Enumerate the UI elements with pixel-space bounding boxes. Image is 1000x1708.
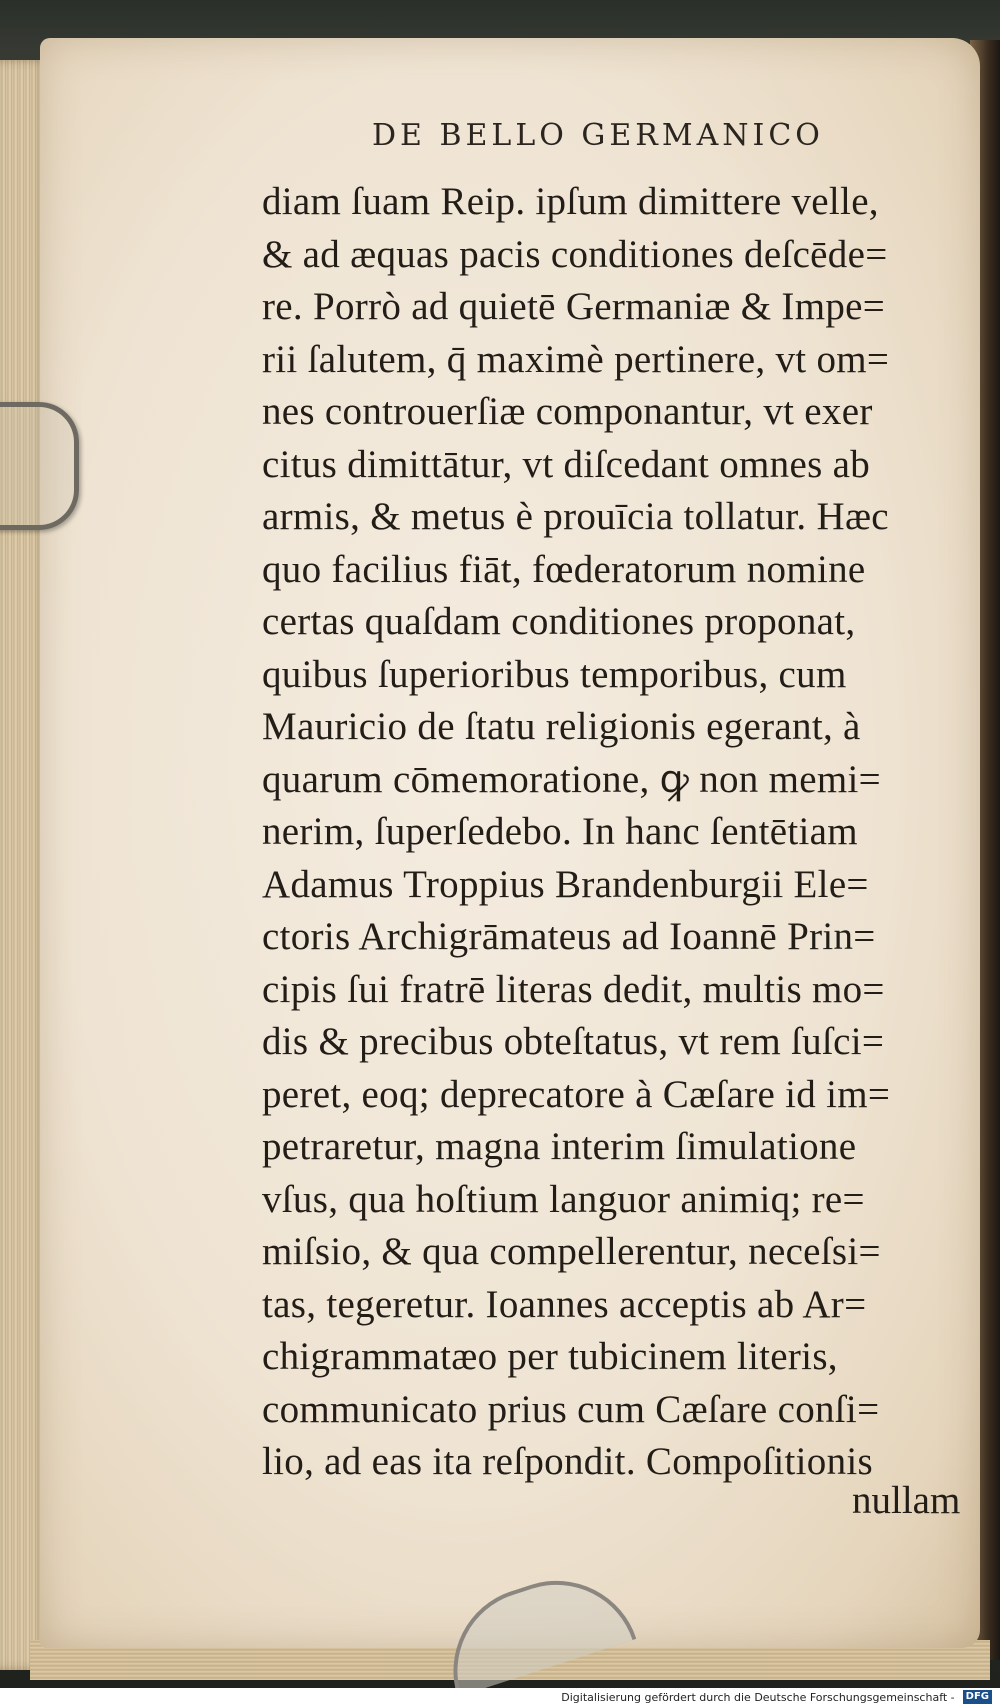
text-line: diam ſuam Reip. ipſum dimittere velle, bbox=[262, 180, 879, 223]
text-line: tas, tegeretur. Ioannes acceptis ab Ar= bbox=[262, 1282, 867, 1326]
text-line: Mauricio de ſtatu religionis egerant, à bbox=[262, 705, 861, 748]
text-line: rii ſalutem, q̄ maximè pertinere, vt om= bbox=[262, 337, 890, 381]
text-line: nes controuerſiæ componantur, vt exer bbox=[262, 390, 873, 433]
text-line: quarum cōmemoratione, ꝙ non memi= bbox=[262, 757, 881, 801]
text-line: armis, & metus è prouīcia tollatur. Hæc bbox=[262, 495, 889, 538]
text-line: quo facilius fiāt, fœderatorum nomine bbox=[262, 547, 866, 591]
text-line: communicato prius cum Cæſare conſi= bbox=[262, 1387, 880, 1431]
page-clip-left bbox=[0, 402, 79, 530]
text-line: nerim, ſuperſedebo. In hanc ſentētiam bbox=[262, 810, 858, 853]
text-line: citus dimittātur, vt diſcedant omnes ab bbox=[262, 442, 871, 486]
text-line: ctoris Archigrāmateus ad Ioannē Prin= bbox=[262, 915, 876, 958]
text-line: & ad æquas pacis conditiones deſcēde= bbox=[262, 232, 888, 276]
funding-notice: Digitalisierung gefördert durch die Deutsche Forschungsgemeinschaft - bbox=[561, 1691, 955, 1704]
text-line: miſsio, & qua compellerentur, neceſsi= bbox=[262, 1230, 881, 1273]
text-line: dis & precibus obteſtatus, vt rem ſuſci= bbox=[262, 1020, 885, 1063]
text-line: quibus ſuperioribus temporibus, cum bbox=[262, 652, 847, 696]
text-line: petraretur, magna interim ſimulatione bbox=[262, 1125, 857, 1168]
footer-bar bbox=[0, 1688, 1000, 1708]
text-line: peret, eoq; deprecatore à Cæſare id im= bbox=[262, 1072, 891, 1116]
dfg-logo-icon: DFG bbox=[963, 1690, 992, 1704]
text-line: lio, ad eas ita reſpondit. Compoſitionis bbox=[262, 1440, 874, 1483]
catchword: nullam bbox=[852, 1479, 961, 1522]
text-line: Adamus Troppius Brandenburgii Ele= bbox=[262, 862, 869, 906]
running-head: DE BELLO GERMANICO bbox=[372, 118, 824, 153]
text-line: vſus, qua hoſtium languor animiq; re= bbox=[262, 1177, 865, 1221]
text-line: re. Porrò ad quietē Germaniæ & Impe= bbox=[262, 285, 886, 328]
text-line: certas quaſdam conditiones proponat, bbox=[262, 600, 856, 643]
page-text bbox=[262, 176, 982, 1489]
text-line: cipis ſui fratrē literas dedit, multis mo= bbox=[262, 967, 885, 1011]
text-line: chigrammatæo per tubicinem literis, bbox=[262, 1335, 838, 1378]
